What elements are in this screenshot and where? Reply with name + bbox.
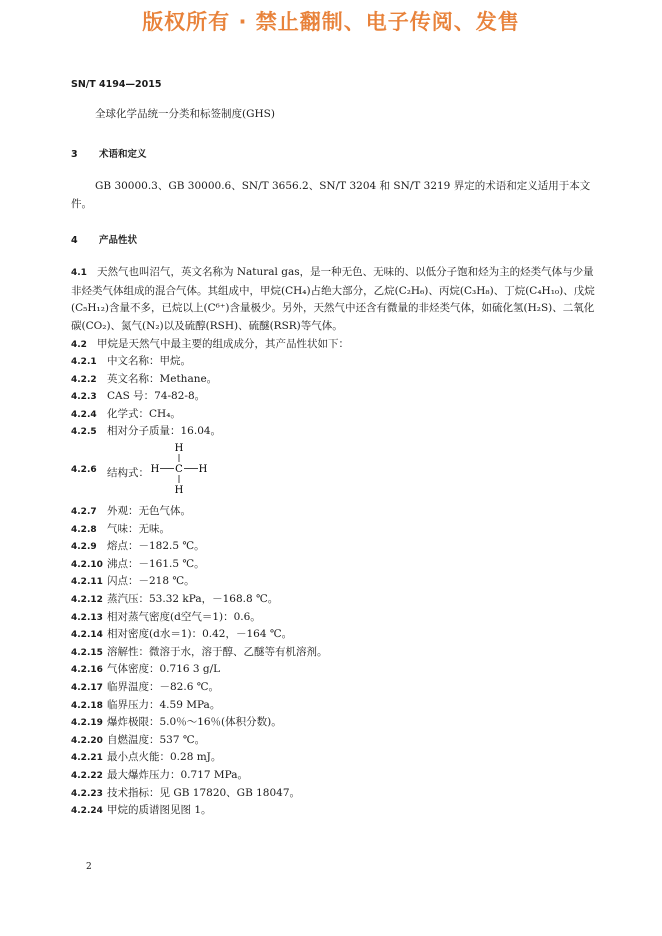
list-item-number: 4.2.14	[71, 630, 103, 641]
list-item	[71, 661, 220, 679]
list-item-number: 4.2.9	[71, 542, 97, 553]
list-item-text: 外观：无色气体。	[107, 505, 191, 517]
list-item-number: 4.2.19	[71, 718, 103, 729]
paragraph-4-2-text: 甲烷是天然气中最主要的组成成分，其产品性状如下：	[97, 338, 349, 350]
list-item	[71, 556, 205, 574]
section-3-body: GB 30000.3、GB 30000.6、SN/T 3656.2、SN/T 3204 和 SN/T 3219 界定的术语和定义适用于本文件。	[71, 180, 591, 210]
paragraph-4-1-number: 4.1	[71, 268, 87, 278]
list-item	[71, 802, 212, 820]
list-item	[71, 371, 217, 389]
list-item-text: 甲烷的质谱图见图 1。	[107, 804, 212, 817]
list-item-number: 4.2.3	[71, 392, 97, 403]
list-item	[71, 406, 181, 424]
list-item-text: 英文名称：Methane。	[107, 372, 218, 385]
list-item	[71, 732, 205, 750]
atom-h-left: H	[151, 464, 160, 475]
list-item-text: 技术指标：见 GB 17820、GB 18047。	[107, 786, 301, 799]
atom-c-center: C	[175, 464, 183, 475]
list-item	[71, 503, 191, 521]
list-item-text: 最大爆炸压力：0.717 MPa。	[107, 769, 249, 781]
list-item	[71, 644, 328, 662]
list-item-number: 4.2.22	[71, 771, 103, 781]
list-item-text: 溶解性：微溶于水，溶于醇、乙醚等有机溶剂。	[107, 645, 328, 658]
list-item	[71, 353, 191, 371]
list-item-number: 4.2.18	[71, 700, 103, 711]
list-item	[71, 626, 292, 644]
list-item-number: 4.2.12	[71, 595, 103, 605]
list-item-text: 自燃温度：537 ℃。	[107, 733, 206, 746]
list-item-text: 临界温度：－82.6 ℃。	[107, 681, 219, 693]
list-item-number: 4.2.4	[71, 409, 97, 420]
section-4-number: 4	[71, 235, 78, 246]
methane-structure	[151, 441, 211, 501]
list-item	[71, 538, 205, 556]
list-item	[71, 573, 195, 591]
list-item-number: 4.2.15	[71, 647, 103, 658]
list-item-text: 临界压力：4.59 MPa。	[107, 698, 221, 711]
list-item	[71, 749, 221, 767]
list-item	[71, 423, 221, 441]
list-item-number: 4.2.2	[71, 374, 97, 385]
atom-h-top: H	[174, 443, 184, 454]
list-item	[71, 388, 205, 406]
list-item-text: 气味：无味。	[107, 522, 170, 535]
list-item-text: 熔点：－182.5 ℃。	[107, 540, 205, 553]
list-item-number: 4.2.6	[71, 465, 97, 475]
list-item-number: 4.2.16	[71, 665, 103, 676]
list-item-text: 相对密度(d水＝1)：0.42，－164 ℃。	[107, 628, 293, 641]
list-item-text: 化学式：CH₄。	[107, 407, 181, 420]
list-item-number: 4.2.11	[71, 577, 103, 588]
paragraph-4-1	[71, 264, 601, 335]
list-item-number: 4.2.1	[71, 357, 97, 367]
list-item-text: CAS 号：74-82-8。	[107, 390, 206, 403]
section-4-title: 产品性状	[99, 235, 138, 246]
section-4-heading	[71, 232, 137, 246]
list-item	[71, 521, 170, 539]
list-item-text: 最小点火能：0.28 mJ。	[107, 751, 222, 764]
page-number: 2	[86, 862, 92, 872]
list-item-number: 4.2.17	[71, 683, 103, 693]
list-item-number: 4.2.7	[71, 507, 97, 517]
list-item	[71, 714, 282, 732]
list-item	[71, 609, 261, 627]
atom-h-bottom: H	[174, 485, 184, 496]
structural-formula-label: 结构式：	[107, 467, 149, 479]
list-item-text: 气体密度：0.716 3 g/L	[107, 663, 221, 676]
list-item-number: 4.2.10	[71, 559, 103, 570]
paragraph-4-2	[71, 336, 349, 354]
list-item-number: 4.2.21	[71, 753, 103, 764]
list-item	[71, 697, 220, 715]
copyright-banner: 版权所有 · 禁止翻制、电子传阅、发售	[142, 10, 520, 34]
list-item-text: 相对蒸气密度(d空气＝1)：0.6。	[107, 610, 261, 623]
list-item-text: 蒸汽压：53.32 kPa，－168.8 ℃。	[107, 593, 279, 605]
list-item-text: 沸点：－161.5 ℃。	[107, 557, 205, 570]
list-item	[71, 785, 300, 803]
paragraph-4-1-text: 天然气也叫沼气，英文名称为 Natural gas，是一种无色、无味的、以低分子饱和烃为主的烃类气体与少量非烃类气体组成的混合气体。其组成中，甲烷(CH₄)占绝大部分，乙烷(C₂H₆)、丙烷(C₃H₈)、丁烷(C₄H₁₀)、戊烷(C₅H₁₂)含量不多，已烷以上(C⁶⁺)含量极少。另外，天然气中还含有微量的非烃类气体，如硫化氢(H₂S)、二氧化碳(CO₂)、氮气(N₂)以及硫醇(RSH)、硫醚(RSR)等气体。	[71, 266, 595, 332]
intro-line: 全球化学品统一分类和标签制度(GHS)	[95, 108, 275, 120]
list-item-number: 4.2.5	[71, 427, 97, 438]
standard-number: SN/T 4194—2015	[71, 79, 162, 90]
atom-h-right: H	[198, 464, 208, 475]
list-item	[71, 679, 219, 697]
list-item-text: 相对分子质量：16.04。	[107, 425, 222, 438]
list-item-number: 4.2.8	[71, 524, 97, 535]
section-3-heading	[71, 146, 147, 160]
list-item	[71, 591, 278, 609]
list-item-number: 4.2.23	[71, 788, 103, 799]
list-item-number: 4.2.13	[71, 612, 103, 623]
list-item-number: 4.2.24	[71, 806, 103, 817]
list-item-text: 中文名称：甲烷。	[107, 355, 191, 367]
list-item-number: 4.2.20	[71, 735, 103, 746]
list-item-text: 闪点：－218 ℃。	[107, 575, 195, 588]
paragraph-4-2-number: 4.2	[71, 340, 87, 350]
section-3-title: 术语和定义	[99, 149, 147, 160]
section-3-number: 3	[71, 149, 78, 160]
list-item-text: 爆炸极限：5.0％～16％(体积分数)。	[107, 716, 282, 729]
list-item	[71, 767, 248, 785]
